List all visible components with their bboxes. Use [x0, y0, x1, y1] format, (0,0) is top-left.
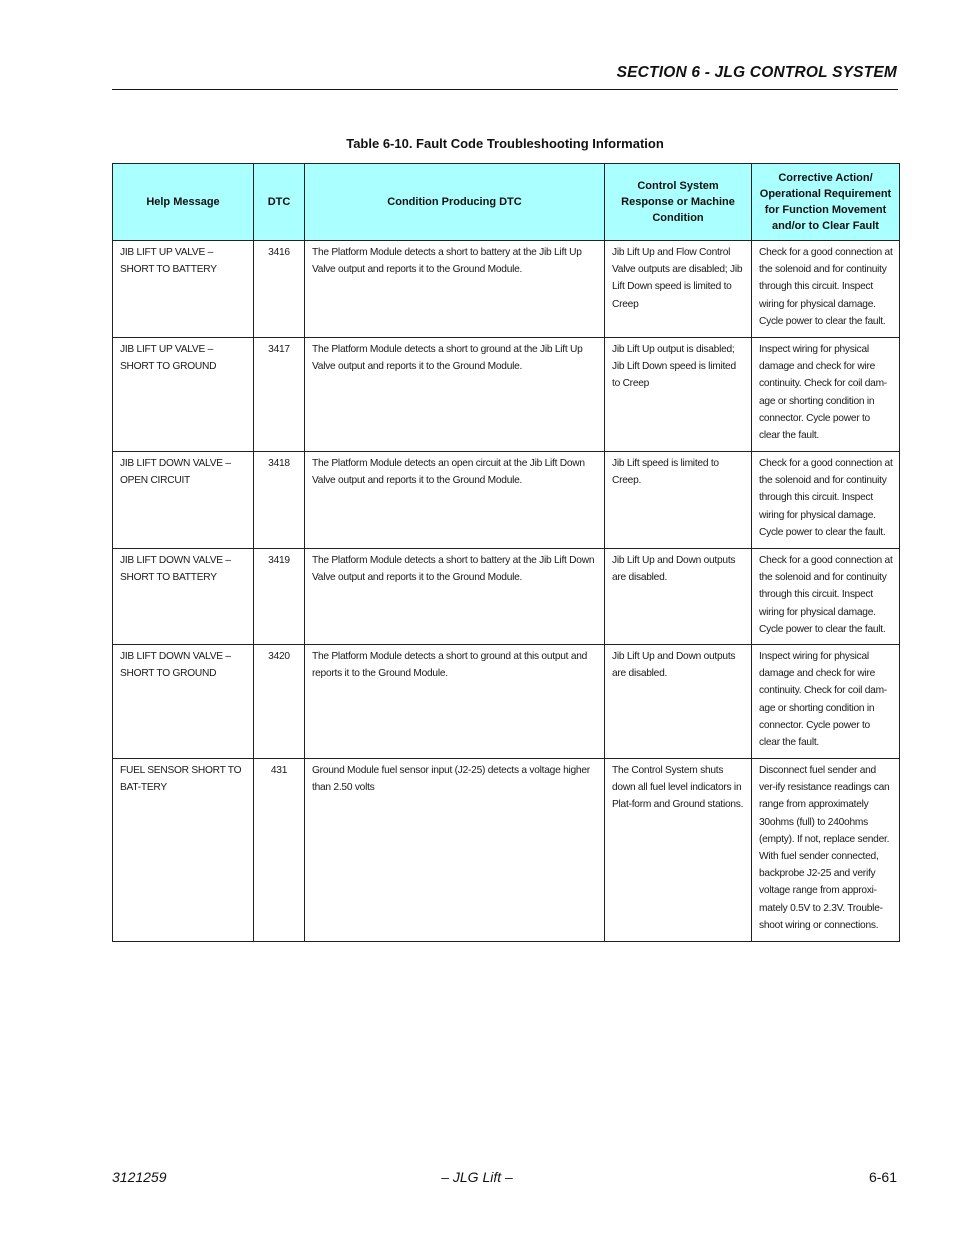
cell-corrective-action: Inspect wiring for physical damage and check for wire continuity. Check for coil dam-age or shorting condition in connector. Cycle power to clear the fault.	[752, 338, 900, 452]
cell-response: Jib Lift Up and Down outputs are disabled.	[605, 645, 752, 759]
cell-help-message: FUEL SENSOR SHORT TO BAT-TERY	[113, 759, 254, 942]
cell-dtc: 3417	[254, 338, 305, 452]
cell-dtc: 431	[254, 759, 305, 942]
cell-help-message: JIB LIFT DOWN VALVE – SHORT TO GROUND	[113, 645, 254, 759]
cell-corrective-action: Inspect wiring for physical damage and check for wire continuity. Check for coil dam-age or shorting condition in connector. Cycle power to clear the fault.	[752, 645, 900, 759]
table-row	[113, 549, 900, 645]
cell-help-message: JIB LIFT DOWN VALVE – OPEN CIRCUIT	[113, 452, 254, 549]
cell-corrective-action: Check for a good connection at the solenoid and for continuity through this circuit. Inspect wiring for physical damage. Cycle power to clear the fault.	[752, 452, 900, 549]
table-row	[113, 338, 900, 452]
cell-condition: The Platform Module detects a short to ground at the Jib Lift Up Valve output and reports it to the Ground Module.	[305, 338, 605, 452]
cell-response: Jib Lift speed is limited to Creep.	[605, 452, 752, 549]
table-caption: Table 6-10. Fault Code Troubleshooting Information	[346, 136, 664, 151]
cell-dtc: 3418	[254, 452, 305, 549]
cell-corrective-action: Check for a good connection at the solenoid and for continuity through this circuit. Inspect wiring for physical damage. Cycle power to clear the fault.	[752, 549, 900, 645]
header-divider	[112, 89, 898, 90]
cell-dtc: 3416	[254, 241, 305, 338]
cell-response: Jib Lift Up and Down outputs are disabled.	[605, 549, 752, 645]
footer-page-number: 6-61	[868, 1169, 897, 1185]
cell-condition: The Platform Module detects a short to ground at this output and reports it to the Ground Module.	[305, 645, 605, 759]
table-header-row	[113, 164, 900, 241]
header-condition: Condition Producing DTC	[305, 164, 605, 241]
cell-help-message: JIB LIFT UP VALVE – SHORT TO GROUND	[113, 338, 254, 452]
cell-help-message: JIB LIFT DOWN VALVE – SHORT TO BATTERY	[113, 549, 254, 645]
table-row	[113, 759, 900, 942]
footer-doc-number: 3121259	[112, 1169, 167, 1185]
header-corrective-action: Corrective Action/ Operational Requirement for Function Movement and/or to Clear Fault	[752, 164, 900, 241]
header-help-message: Help Message	[113, 164, 254, 241]
table-row	[113, 645, 900, 759]
cell-dtc: 3420	[254, 645, 305, 759]
section-title: SECTION 6 - JLG CONTROL SYSTEM	[616, 64, 897, 81]
table-row	[113, 241, 900, 338]
fault-code-table	[112, 163, 900, 942]
cell-condition: Ground Module fuel sensor input (J2-25) detects a voltage higher than 2.50 volts	[305, 759, 605, 942]
cell-condition: The Platform Module detects a short to battery at the Jib Lift Down Valve output and reports it to the Ground Module.	[305, 549, 605, 645]
cell-response: Jib Lift Up and Flow Control Valve outputs are disabled; Jib Lift Down speed is limited to Creep	[605, 241, 752, 338]
cell-condition: The Platform Module detects a short to battery at the Jib Lift Up Valve output and reports it to the Ground Module.	[305, 241, 605, 338]
header-response: Control System Response or Machine Condition	[605, 164, 752, 241]
footer-publisher: – JLG Lift –	[441, 1169, 513, 1185]
cell-response: The Control System shuts down all fuel level indicators in Plat-form and Ground stations.	[605, 759, 752, 942]
cell-corrective-action: Disconnect fuel sender and ver-ify resistance readings can range from approximately 30ohms (full) to 240ohms (empty). If not, replace sender. With fuel sender connected, backprobe J2-25 and verify voltage range from approxi-mately 0.5V to 2.3V. Trouble-shoot wiring or connections.	[752, 759, 900, 942]
cell-dtc: 3419	[254, 549, 305, 645]
cell-condition: The Platform Module detects an open circuit at the Jib Lift Down Valve output and reports it to the Ground Module.	[305, 452, 605, 549]
header-dtc: DTC	[254, 164, 305, 241]
cell-response: Jib Lift Up output is disabled; Jib Lift Down speed is limited to Creep	[605, 338, 752, 452]
cell-corrective-action: Check for a good connection at the solenoid and for continuity through this circuit. Inspect wiring for physical damage. Cycle power to clear the fault.	[752, 241, 900, 338]
table-row	[113, 452, 900, 549]
cell-help-message: JIB LIFT UP VALVE – SHORT TO BATTERY	[113, 241, 254, 338]
